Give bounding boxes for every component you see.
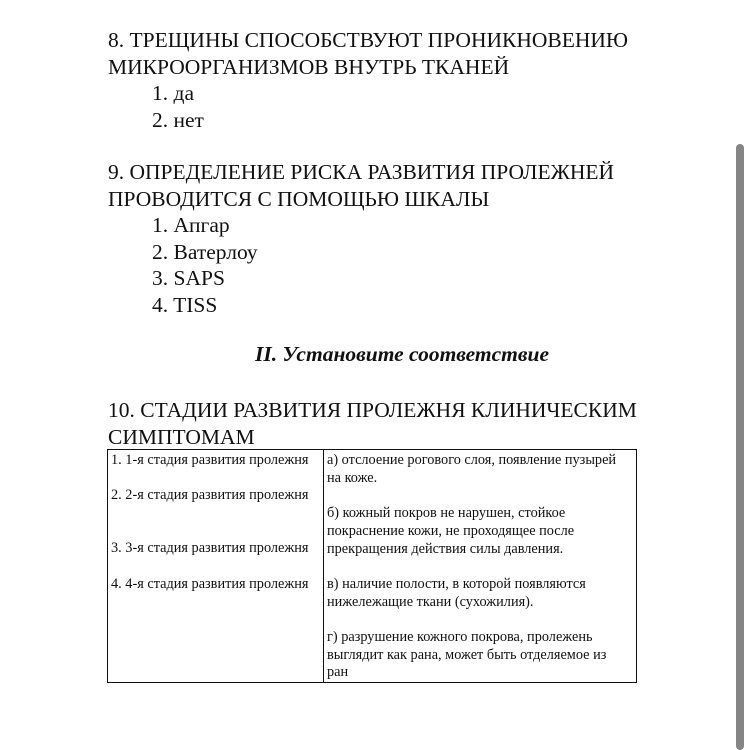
question-9-option-2: 2. Ватерлоу xyxy=(152,239,258,264)
question-9-title-line-2: ПРОВОДИТСЯ С ПОМОЩЬЮ ШКАЛЫ xyxy=(108,186,490,211)
question-10-title-line-1: 10. СТАДИИ РАЗВИТИЯ ПРОЛЕЖНЯ КЛИНИЧЕСКИМ xyxy=(108,398,637,422)
question-8-title-line-2: МИКРООРГАНИЗМОВ ВНУТРЬ ТКАНЕЙ xyxy=(108,54,510,79)
question-9-option-1: 1. Апгар xyxy=(152,213,230,237)
symptom-g-line-2: выглядит как рана, может быть отделяемое из xyxy=(327,646,607,663)
question-8-options xyxy=(152,80,204,133)
question-8-title-line-1: 8. ТРЕЩИНЫ СПОСОБСТВУЮТ ПРОНИКНОВЕНИЮ xyxy=(108,28,629,52)
question-9-option-3: 3. SAPS xyxy=(152,266,225,290)
spacer xyxy=(327,611,634,629)
question-9-title-line-1: 9. ОПРЕДЕЛЕНИЕ РИСКА РАЗВИТИЯ ПРОЛЕЖНЕЙ xyxy=(108,160,615,184)
vertical-scrollbar[interactable] xyxy=(736,144,744,750)
symptoms-column xyxy=(324,450,637,683)
question-10-title xyxy=(108,397,708,450)
question-10-title-line-2: СИМПТОМАМ xyxy=(108,424,255,449)
question-8-title xyxy=(108,27,708,80)
spacer xyxy=(111,523,321,541)
symptom-a-line-2: на коже. xyxy=(327,469,378,486)
symptom-b-line-2: покраснение кожи, не проходящее после xyxy=(327,522,575,539)
stage-item-4: 4. 4-я стадия развития пролежня xyxy=(111,575,309,592)
symptom-g-line-3: ран xyxy=(327,664,349,681)
symptom-b-line-3: прекращения действия силы давления. xyxy=(327,540,564,557)
stage-item-3: 3. 3-я стадия развития пролежня xyxy=(111,540,309,557)
spacer xyxy=(111,470,321,488)
matching-table xyxy=(107,449,637,683)
stages-column xyxy=(108,450,324,683)
question-9-title xyxy=(108,159,708,212)
spacer xyxy=(111,505,321,523)
question-8-option-2: 2. нет xyxy=(152,107,204,132)
symptom-v-line-2: нижележащие ткани (сухожилия). xyxy=(327,593,534,610)
symptom-a-line-1: а) отслоение рогового слоя, появление пузырей xyxy=(327,452,617,468)
spacer xyxy=(327,558,634,576)
question-9-options xyxy=(152,212,258,318)
spacer xyxy=(327,487,634,505)
question-8-option-1: 1. да xyxy=(152,81,194,105)
symptom-g-line-1: г) разрушение кожного покрова, пролежень xyxy=(327,628,593,645)
table-row xyxy=(108,450,637,683)
section-heading: II. Установите соответствие xyxy=(255,342,549,366)
stage-item-1: 1. 1-я стадия развития пролежня xyxy=(111,452,309,468)
symptom-b-line-1: б) кожный покров не нарушен, стойкое xyxy=(327,505,566,522)
question-9-option-4: 4. TISS xyxy=(152,292,218,317)
symptom-v-line-1: в) наличие полости, в которой появляются xyxy=(327,575,586,592)
stage-item-2: 2. 2-я стадия развития пролежня xyxy=(111,487,309,504)
spacer xyxy=(111,558,321,576)
